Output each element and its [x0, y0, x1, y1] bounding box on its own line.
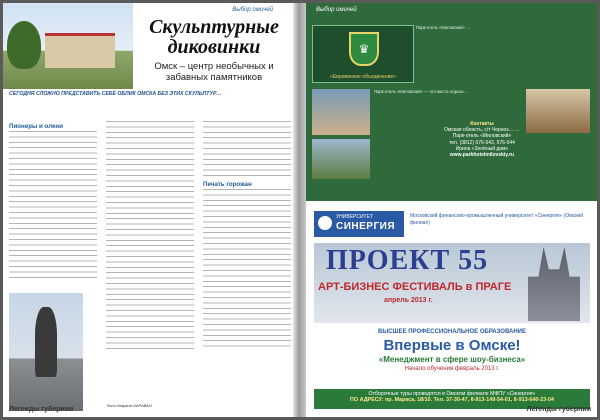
festival-date: апрель 2013 г.	[384, 297, 433, 304]
sinergia-description: Московский финансово-промышленный университет «Синергия» (Омский филиал)	[410, 213, 583, 226]
statue-photo	[9, 293, 83, 411]
subheading-2: Печать горожан	[203, 181, 252, 188]
hotel-photo-2	[312, 139, 370, 179]
article-subtitle: Омск – центр необычных и забавных памятников	[154, 61, 274, 83]
right-page	[306, 3, 597, 417]
column-text	[203, 121, 291, 179]
contact-line: тел. (3812) 576-543, 576-544	[449, 139, 515, 146]
website-link[interactable]: www.parkhotelmilovskiy.ru	[449, 152, 515, 159]
logo-university: УНИВЕРСИТЕТ	[336, 214, 373, 220]
hotel-badge	[312, 25, 414, 83]
page-footer-right: Легенды губернии	[526, 406, 591, 413]
hotel-photo-1	[312, 89, 370, 135]
project-title: ПРОЕКТ 55	[326, 245, 489, 276]
first-time-headline: Впервые в Омске!	[383, 337, 521, 354]
contacts-block	[374, 121, 590, 158]
festival-title: АРТ-БИЗНЕС ФЕСТИВАЛЬ в ПРАГЕ	[318, 281, 512, 293]
article-lead: СЕГОДНЯ СЛОЖНО ПРЕДСТАВИТЬ СЕБЕ ОБЛИК ОМСКА БЕЗ ЭТИХ СКУЛЬПТУР…	[9, 91, 222, 97]
column-3	[203, 121, 291, 349]
contact-line: Парк-отель «Миловский»	[452, 133, 512, 140]
tree-shape	[7, 21, 41, 69]
contact-line: Омская область, с/т Черноз… …	[444, 127, 520, 134]
section-label: Выбор омичей	[232, 7, 273, 13]
sinergia-logo	[314, 211, 404, 237]
contacts-title: Контакты	[470, 121, 494, 127]
prague-tower-icon	[528, 247, 580, 321]
column-2	[106, 121, 194, 349]
project-banner	[314, 243, 590, 323]
shield-icon: ♛	[349, 32, 379, 66]
page-footer-left: Легенды губернии	[9, 406, 74, 413]
contact-line: Ирина «Зелёный дом»	[455, 145, 509, 152]
bar-line-1: Отборочные туры проводятся в Омском филиале МФПУ «Синергия»	[368, 391, 536, 397]
sinergia-ad	[306, 205, 597, 411]
column-text	[203, 189, 291, 349]
program-name: «Менеджмент в сфере шоу-бизнеса»	[378, 355, 526, 364]
article-title: Скульптурные диковинки	[149, 16, 279, 58]
page-spine	[293, 3, 306, 417]
top-photo	[3, 3, 133, 89]
statue-figure	[35, 307, 57, 377]
left-page	[3, 3, 293, 417]
column-text	[106, 121, 194, 349]
globe-icon	[318, 216, 332, 230]
green-middle-text: Парк-отель «Миловский» — это место отдыха …	[374, 89, 469, 94]
column-1	[9, 121, 97, 291]
logo-name: СИНЕРГИЯ	[336, 221, 396, 232]
education-block	[314, 327, 590, 387]
column-text	[9, 131, 97, 281]
start-date: Начало обучения февраль 2013 г.	[404, 366, 500, 372]
section-label: Выбор омичей	[316, 7, 357, 13]
green-panel	[306, 3, 597, 201]
subheading-1: Пионеры и олени	[9, 123, 63, 130]
badge-caption: «Евровинное объединение»	[330, 74, 396, 80]
education-line: ВЫСШЕЕ ПРОФЕССИОНАЛЬНОЕ ОБРАЗОВАНИЕ	[378, 329, 526, 335]
photo-credit: Фото Марины КАРАВАН	[107, 403, 152, 408]
building-shape	[45, 33, 115, 68]
bar-line-2: ПО АДРЕСУ: пр. Маркса, 18/10. Тел. 37-30-47, 8-913-149-54-01, 8-913-640-23-04	[350, 397, 554, 403]
green-intro: Парк-отель «Миловский» …	[416, 25, 471, 30]
